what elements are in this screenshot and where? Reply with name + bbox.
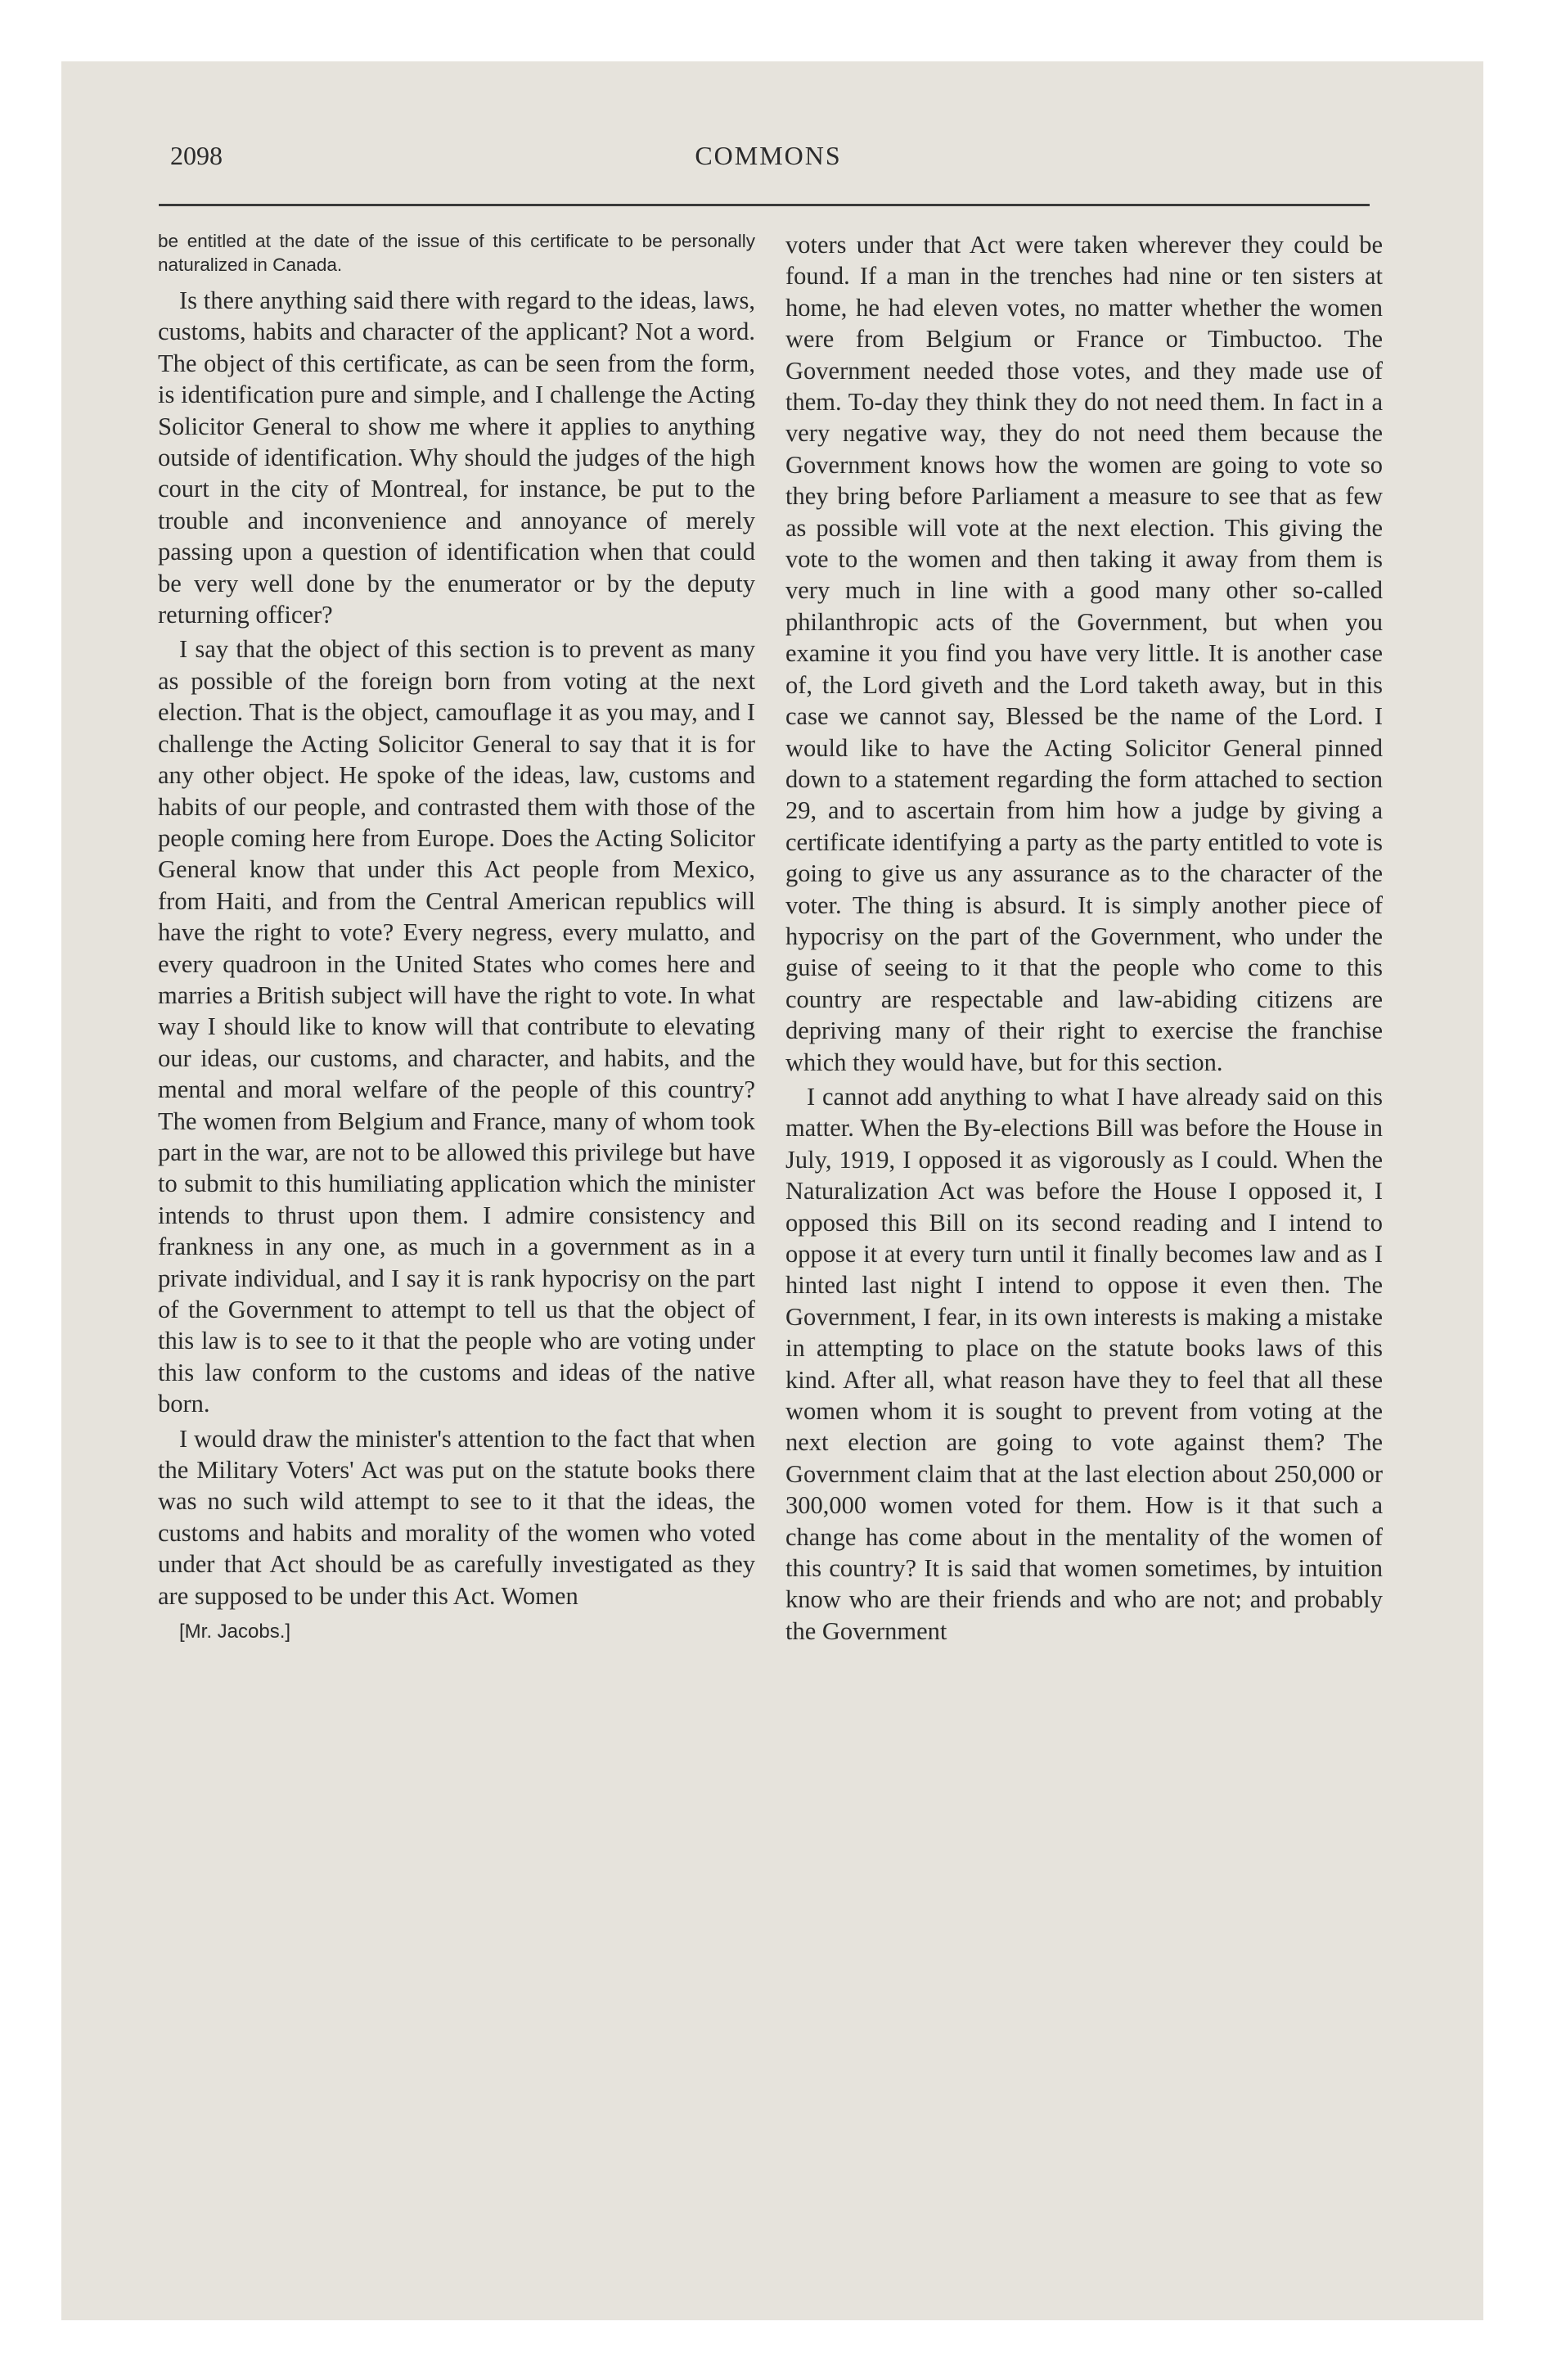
running-header: [170, 141, 1366, 182]
right-column: [785, 229, 1383, 1650]
paragraph: I would draw the minister's attention to the fact that when the Military Voters' Act was put on the statute books there was no such wild attempt to see to it that the ideas, the customs and habits and morality of the women who voted under that Act should be as carefully investigated as they are supposed to be under this Act. Women: [158, 1424, 755, 1610]
page-title: COMMONS: [695, 141, 842, 170]
paragraph: Is there anything said there with regard to the ideas, laws, customs, habits and character of the applicant? Not a word. The object of this certificate, as can be seen from the form, is identification pure and simple, and I challenge the Acting Solicitor General to show me where it applies to anything outside of identification. Why should the judges of the high court in the city of Montreal, for instance, be put to the trouble and inconvenience and annoyance of merely passing upon a question of identification when that could be very well done by the enumerator or by the deputy returning officer?: [158, 286, 755, 629]
page-number: 2098: [170, 141, 223, 170]
paragraph: I say that the object of this section is to prevent as many as possible of the foreign born from voting at the next election. That is the object, camouflage it as you may, and I challenge the Acting Solicitor General to say that it is for any other object. He spoke of the ideas, law, customs and habits of our people, and contrasted them with those of the people coming here from Europe. Does the Acting Solicitor General know that under this Act people from Mexico, from Haiti, and from the Central American republics will have the right to vote? Every negress, every mulatto, and every quadroon in the United States who comes here and marries a British subject will have the right to vote. In what way I should like to know will that contribute to elevating our ideas, our customs, and character, and habits, and the mental and moral welfare of the people of this country? The women from Belgium and France, many of whom took part in the war, are not to be allowed this privilege but have to submit to this humiliating application which the minister intends to thrust upon them. I admire consistency and frankness in any one, as much in a government as in a private individual, and I say it is rank hypocrisy on the part of the Government to attempt to tell us that the object of this law is to see to it that the people who are voting under this law conform to the customs and ideas of the native born.: [158, 635, 755, 1418]
intro-paragraph: be entitled at the date of the issue of this certificate to be personally naturalized in Canada.: [158, 231, 755, 275]
left-column: [158, 229, 755, 1644]
header-rule: [159, 204, 1370, 206]
speaker-tag: [Mr. Jacobs.]: [179, 1620, 291, 1643]
paragraph: I cannot add anything to what I have already said on this matter. When the By-elections Bill was before the House in July, 1919, I opposed it as vigorously as I could. When the Naturalization Act was before the House I opposed it, I opposed this Bill on its second reading and I intend to oppose it at every turn until it finally becomes law and as I hinted last night I intend to oppose it even then. The Government, I fear, in its own interests is making a mistake in attempting to place on the statute books laws of this kind. After all, what reason have they to feel that all these women whom it is sought to prevent from voting at the next election are going to vote against them? The Government claim that at the last election about 250,000 or 300,000 women voted for them. How is it that such a change has come about in the mentality of the women of this country? It is said that women sometimes, by intuition know who are their friends and who are not; and probably the Government: [785, 1082, 1383, 1645]
continued-paragraph: voters under that Act were taken wherever they could be found. If a man in the trenches had nine or ten sisters at home, he had eleven votes, no matter whether the women were from Belgium or France or Timbuctoo. The Government needed those votes, and they made use of them. To-day they think they do not need them. In fact in a very negative way, they do not need them because the Government knows how the women are going to vote so they bring before Parliament a measure to see that as few as possible will vote at the next election. This giving the vote to the women and then taking it away from them is very much in line with a good many other so-called philanthropic acts of the Government, but when you examine it you find you have very little. It is another case of, the Lord giveth and the Lord taketh away, but in this case we cannot say, Blessed be the name of the Lord. I would like to have the Acting Solicitor General pinned down to a statement regarding the form attached to section 29, and to ascertain from him how a judge by giving a certificate identifying a party as the party entitled to vote is going to give us any assurance as to the character of the voter. The thing is absurd. It is simply another piece of hypocrisy on the part of the Government, who under the guise of seeing to it that the people who come to this country are respectable and law-abiding citizens are depriving many of their right to exercise the franchise which they would have, but for this section.: [785, 231, 1383, 1076]
